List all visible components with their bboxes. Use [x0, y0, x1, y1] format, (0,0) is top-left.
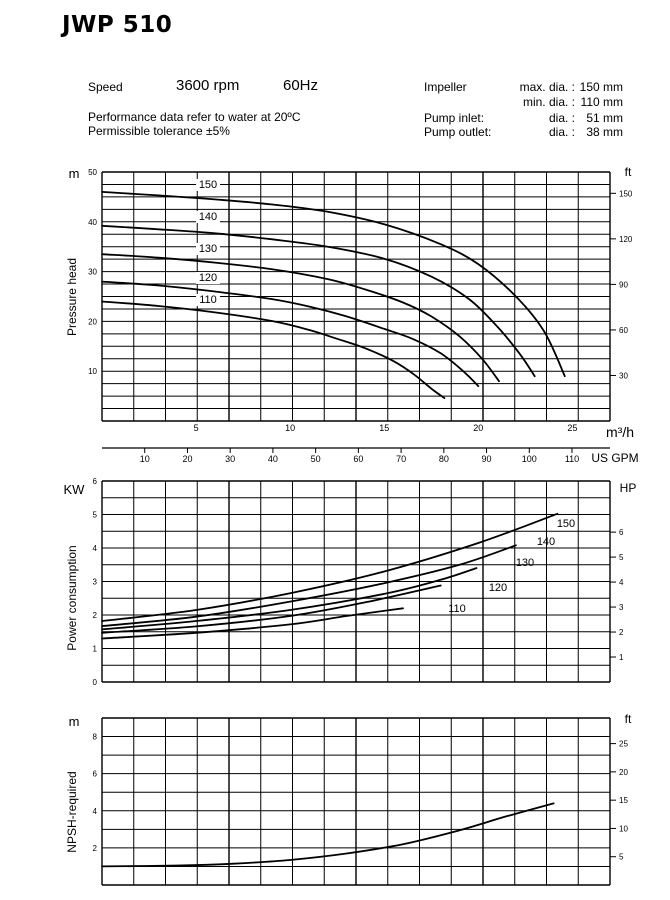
- npsh-y-axis-title: NPSH-required: [65, 771, 79, 853]
- spec-impeller-label: Impeller: [424, 80, 467, 94]
- head-curve-130: [102, 254, 499, 381]
- power-y2-tick-label: 3: [619, 603, 624, 613]
- spec-impeller-max-key: max. dia. :: [519, 80, 575, 94]
- flow-m3h-tick-label: 20: [473, 423, 484, 433]
- flow-gpm-tick-label: 20: [182, 454, 193, 464]
- power-curve-label-140: 140: [536, 536, 556, 548]
- head-curve-label-110: 110: [199, 294, 217, 306]
- npsh-left-unit: m: [68, 714, 80, 729]
- npsh-curve: [102, 803, 554, 866]
- flow-gpm-tick-label: 100: [521, 454, 537, 464]
- spec-inlet-value: 51 mm: [586, 111, 623, 125]
- flow-m3h-unit: m³/h: [606, 424, 634, 440]
- power-right-unit: HP: [619, 481, 637, 495]
- npsh-y2-tick-label: 25: [619, 739, 628, 749]
- head-y-tick-label: 50: [88, 168, 97, 177]
- speed-hz: 60Hz: [283, 77, 319, 94]
- power-curve-150: [102, 514, 557, 621]
- npsh-y-tick-label: 4: [92, 806, 97, 816]
- spec-outlet-key: dia. :: [548, 125, 575, 139]
- note-tolerance: Permissible tolerance ±5%: [88, 124, 230, 138]
- power-curve-label-150: 150: [556, 518, 576, 530]
- power-y-tick-label: 6: [92, 477, 97, 486]
- flow-gpm-tick-label: 90: [481, 454, 492, 464]
- flow-gpm-tick-label: 30: [225, 454, 236, 464]
- head-y-axis-title: Pressure head: [65, 257, 79, 337]
- spec-inlet-key: dia. :: [548, 111, 575, 125]
- head-y2-tick-label: 90: [619, 280, 628, 290]
- head-curve-label-130: 130: [198, 243, 218, 255]
- power-y-tick-label: 5: [92, 510, 97, 520]
- power-y-tick-label: 4: [92, 544, 97, 553]
- flow-m3h-tick-label: 25: [567, 423, 578, 433]
- spec-inlet-label: Pump inlet:: [424, 111, 485, 125]
- npsh-y-tick-label: 6: [92, 769, 97, 779]
- page-title: JWP 510: [62, 12, 173, 38]
- npsh-right-unit: ft: [624, 712, 632, 726]
- power-y2-tick-label: 4: [619, 578, 624, 588]
- flow-gpm-tick-label: 50: [310, 454, 321, 464]
- power-y2-tick-label: 2: [619, 628, 624, 638]
- flow-gpm-tick-label: 80: [438, 454, 449, 464]
- power-curve-label-110: 110: [448, 603, 466, 615]
- flow-gpm-tick-label: 10: [139, 454, 150, 464]
- power-left-unit: KW: [63, 482, 85, 497]
- power-y2-tick-label: 5: [619, 553, 624, 563]
- flow-m3h-tick-label: 15: [379, 423, 390, 433]
- head-curve-label-150: 150: [198, 179, 218, 191]
- power-chart: [102, 481, 616, 682]
- head-curve-label-120: 120: [198, 272, 218, 284]
- power-y2-tick-label: 6: [619, 528, 624, 538]
- flow-m3h-tick-label: 10: [285, 423, 296, 433]
- head-right-unit: ft: [624, 165, 632, 179]
- flow-gpm-tick-label: 70: [396, 454, 407, 464]
- npsh-chart: [102, 718, 616, 885]
- power-y-axis-title: Power consumption: [65, 545, 79, 651]
- power-y-tick-label: 0: [92, 678, 97, 687]
- speed-rpm: 3600 rpm: [176, 77, 240, 94]
- head-y-tick-label: 40: [88, 217, 97, 227]
- head-chart: [102, 172, 616, 421]
- spec-impeller-max-value: 150 mm: [579, 80, 623, 94]
- power-curve-label-120: 120: [488, 582, 508, 594]
- power-curve-110: [102, 608, 403, 638]
- npsh-y2-tick-label: 5: [619, 852, 624, 862]
- npsh-y2-tick-label: 15: [619, 796, 628, 806]
- flow-gpm-unit: US GPM: [591, 451, 639, 465]
- power-y-tick-label: 3: [92, 577, 97, 587]
- flow-gpm-tick-label: 40: [267, 454, 278, 464]
- power-y-tick-label: 2: [92, 611, 97, 620]
- power-y2-tick-label: 1: [619, 653, 624, 663]
- head-y2-tick-label: 30: [619, 371, 628, 381]
- npsh-y2-tick-label: 10: [619, 824, 628, 834]
- power-y-tick-label: 1: [92, 644, 97, 654]
- flow-gpm-tick-label: 110: [564, 454, 580, 464]
- flow-m3h-tick-label: 5: [193, 423, 199, 433]
- flow-gpm-tick-label: 60: [353, 454, 364, 464]
- power-curve-label-130: 130: [515, 557, 535, 569]
- head-y-tick-label: 20: [88, 317, 97, 327]
- spec-impeller-min-key: min. dia. :: [522, 95, 575, 109]
- head-y-tick-label: 30: [88, 267, 97, 277]
- npsh-y-tick-label: 2: [92, 843, 97, 853]
- spec-outlet-value: 38 mm: [586, 125, 623, 139]
- head-y-tick-label: 10: [88, 367, 97, 377]
- head-curve-label-140: 140: [198, 211, 218, 223]
- head-y2-tick-label: 60: [619, 325, 628, 335]
- speed-label: Speed: [88, 80, 123, 94]
- note-water-temperature: Performance data refer to water at 20ºC: [88, 110, 301, 124]
- head-y2-tick-label: 150: [619, 189, 633, 199]
- head-curve-140: [102, 226, 535, 376]
- npsh-y-tick-label: 8: [92, 732, 97, 742]
- head-left-unit: m: [68, 166, 80, 181]
- spec-impeller-min-value: 110 mm: [580, 95, 623, 109]
- spec-outlet-label: Pump outlet:: [424, 125, 492, 139]
- npsh-y2-tick-label: 20: [619, 767, 628, 777]
- head-y2-tick-label: 120: [619, 234, 633, 244]
